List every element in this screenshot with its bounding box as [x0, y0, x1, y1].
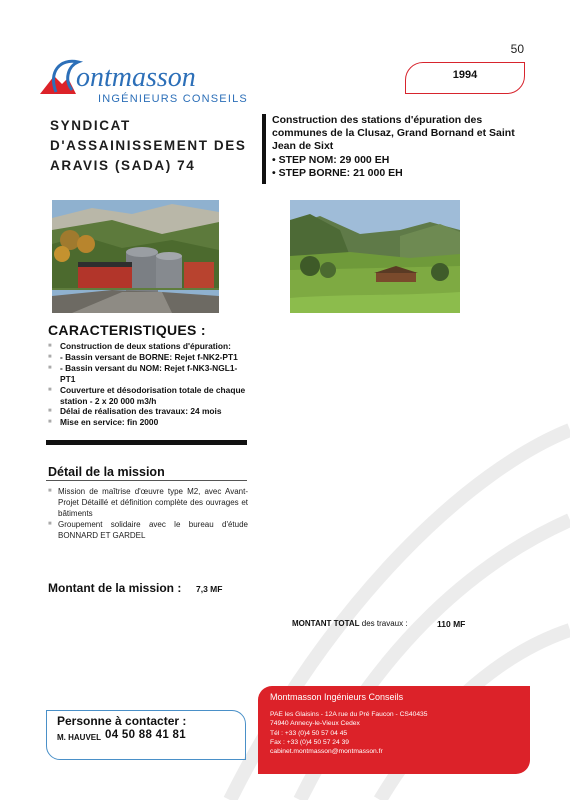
- mission-heading: Détail de la mission: [48, 465, 165, 479]
- list-item: ■ Construction de deux stations d'épuration:: [48, 341, 248, 352]
- project-bar: [262, 114, 266, 184]
- list-item: ■ Mission de maîtrise d'œuvre type M2, avec Avant-Projet Détaillé et définition complète des ouvrages et bâtiments: [48, 486, 248, 519]
- total-works-value: 110 MF: [437, 619, 466, 629]
- project-item: [272, 154, 532, 167]
- list-item: ■ Mise en service: fin 2000: [48, 417, 248, 428]
- client-name: SYNDICAT D'ASSAINISSEMENT DES ARAVIS (SADA) 74: [50, 118, 247, 173]
- mission-amount-label: Montant de la mission :: [48, 581, 182, 595]
- characteristics-list: [48, 341, 248, 428]
- list-item: ■ Groupement solidaire avec le bureau d'étude BONNARD ET GARDEL: [48, 519, 248, 541]
- project-block: [272, 114, 532, 180]
- phone-line: Tél : +33 (0)4 50 57 04 45: [270, 729, 348, 737]
- company-address-lines: [270, 710, 428, 756]
- email-line: cabinet.montmasson@montmasson.fr: [270, 748, 383, 756]
- project-list: [272, 154, 532, 180]
- project-item-value: 21 000 EH: [353, 167, 403, 179]
- photo-treatment-plant: [52, 200, 219, 313]
- characteristics-heading: CARACTERISTIQUES :: [48, 322, 206, 338]
- list-item: ■ Couverture et désodorisation totale de chaque station - 2 x 20 000 m3/h: [48, 385, 248, 407]
- list-item: ■ - Bassin versant du NOM: Rejet f-NK3-NGL1-PT1: [48, 363, 248, 385]
- total-label-bold: MONTANT TOTAL: [292, 619, 360, 628]
- contact-box: [46, 710, 246, 760]
- project-item-label: STEP NOM:: [278, 154, 340, 166]
- contact-title: Personne à contacter :: [57, 714, 187, 728]
- year-value: 1994: [452, 69, 478, 81]
- total-works-label: [292, 619, 408, 628]
- contact-phone: 04 50 88 41 81: [105, 729, 186, 741]
- list-item: ■ - Bassin versant de BORNE: Rejet f-NK2-PT1: [48, 352, 248, 363]
- section-divider: [46, 440, 247, 445]
- contact-name: M. HAUVEL: [57, 733, 101, 742]
- total-label-rest: des travaux :: [359, 619, 408, 628]
- list-item: ■ Délai de réalisation des travaux: 24 mois: [48, 406, 248, 417]
- address-line: PAE les Glaisins - 12A rue du Pré Faucon - CS40435: [270, 711, 428, 718]
- project-item-label: STEP BORNE:: [278, 167, 354, 179]
- mission-amount-value: 7,3 MF: [196, 584, 223, 594]
- fax-line: Fax : +33 (0)4 50 57 24 39: [270, 738, 350, 746]
- project-title: Construction des stations d'épuration des communes de la Clusaz, Grand Bornand et Saint Jean de Sixt: [272, 114, 515, 152]
- project-item: [272, 167, 532, 180]
- project-item-value: 29 000 EH: [339, 154, 390, 166]
- mission-list: [48, 486, 248, 541]
- year-box: [405, 62, 525, 94]
- photo-mountain-valley: [290, 200, 460, 313]
- page-number: 50: [510, 42, 524, 56]
- company-name: Montmasson Ingénieurs Conseils: [270, 692, 404, 702]
- logo-subtitle: INGÉNIEURS CONSEILS: [98, 93, 248, 105]
- svg-text:ontmasson: ontmasson: [76, 62, 196, 93]
- address-line: 74940 Annecy-le-Vieux Cedex: [270, 720, 360, 728]
- heading-underline: [46, 480, 247, 481]
- company-address-box: [258, 686, 530, 774]
